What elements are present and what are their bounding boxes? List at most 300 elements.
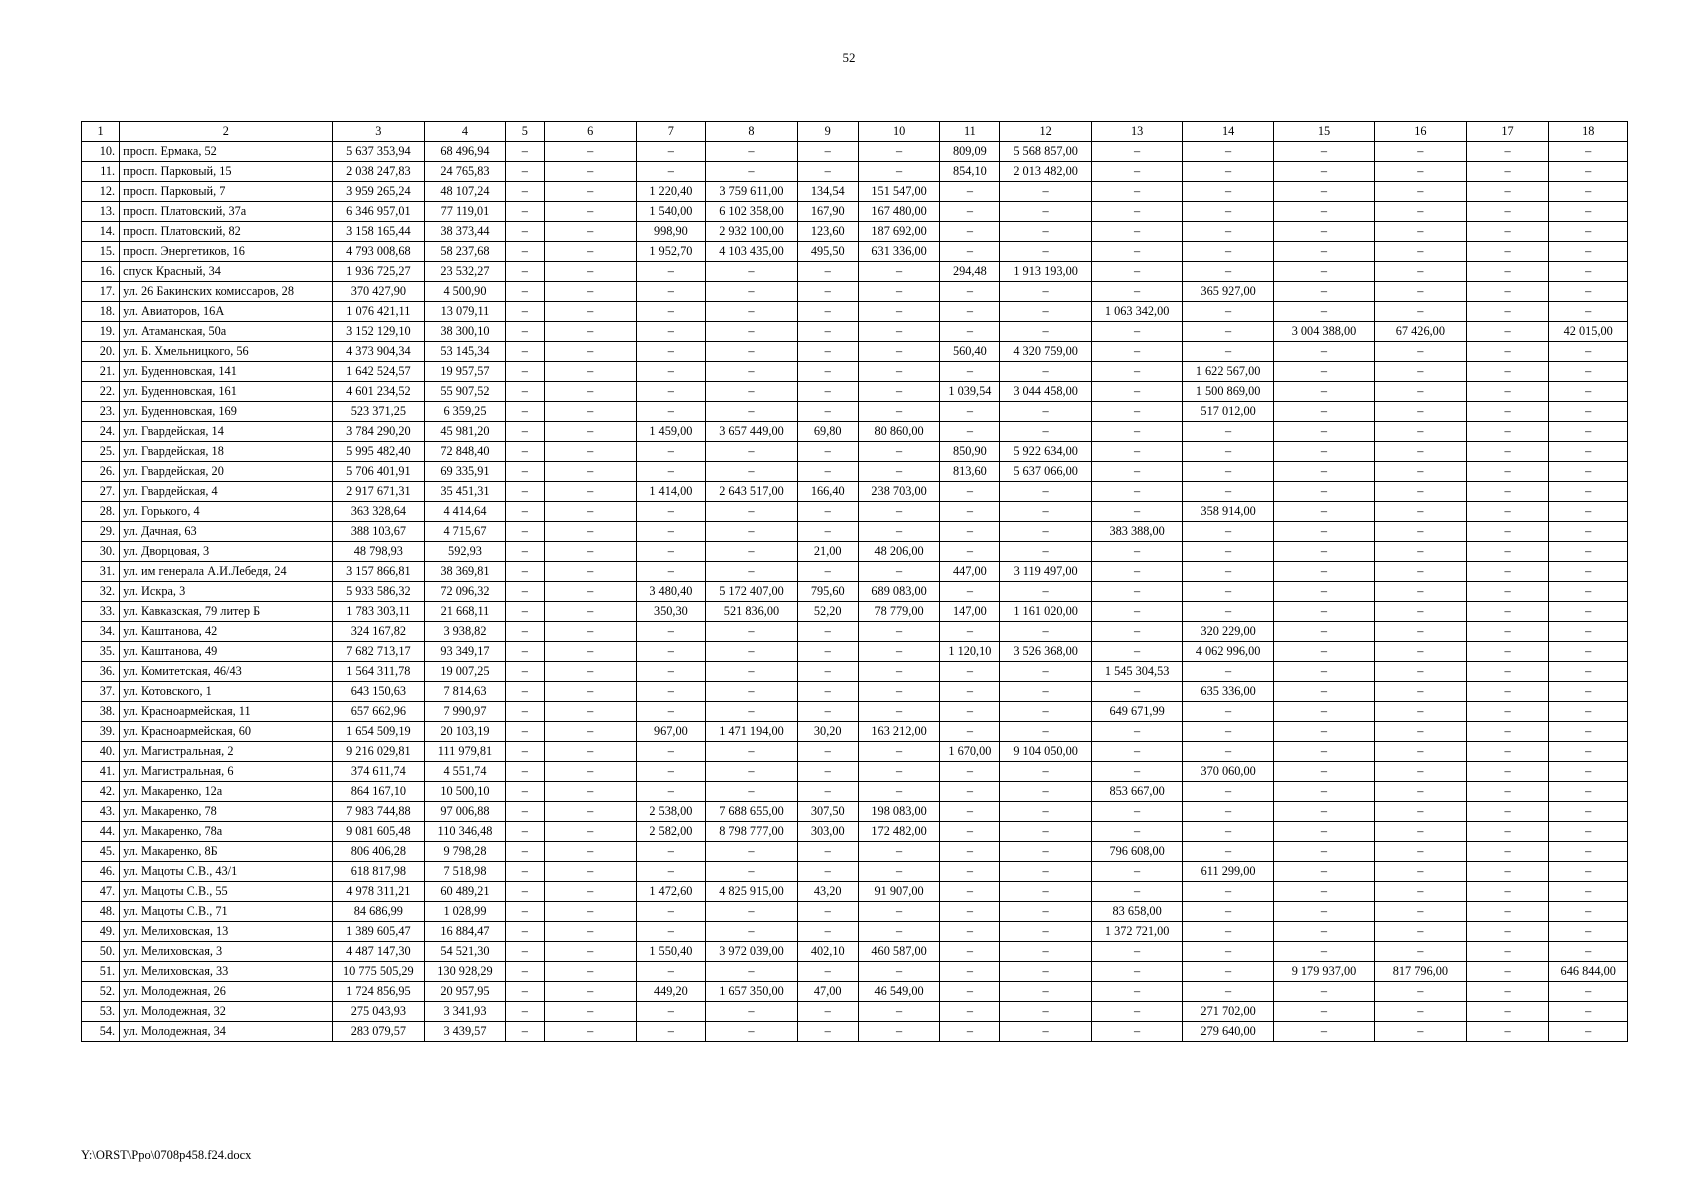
value-cell: –	[1375, 702, 1467, 722]
value-cell: –	[505, 722, 544, 742]
value-cell: –	[1466, 342, 1549, 362]
value-cell: –	[1375, 582, 1467, 602]
value-cell: –	[505, 262, 544, 282]
value-cell: –	[1375, 842, 1467, 862]
value-cell: 1 471 194,00	[706, 722, 798, 742]
value-cell: –	[1183, 922, 1273, 942]
value-cell: –	[1183, 902, 1273, 922]
row-number: 41.	[82, 762, 120, 782]
value-cell: –	[636, 162, 706, 182]
row-number: 33.	[82, 602, 120, 622]
value-cell: 2 582,00	[636, 822, 706, 842]
value-cell: –	[1091, 182, 1183, 202]
value-cell: –	[1091, 642, 1183, 662]
value-cell: –	[1273, 642, 1374, 662]
value-cell: 45 981,20	[425, 422, 506, 442]
value-cell: 16 884,47	[425, 922, 506, 942]
address-cell: ул. Котовского, 1	[120, 682, 332, 702]
value-cell: –	[544, 502, 636, 522]
value-cell: 1 414,00	[636, 482, 706, 502]
value-cell: –	[544, 902, 636, 922]
value-cell: –	[544, 682, 636, 702]
value-cell: –	[797, 322, 858, 342]
value-cell: –	[544, 242, 636, 262]
value-cell: –	[636, 642, 706, 662]
value-cell: –	[1549, 942, 1628, 962]
value-cell: 1 657 350,00	[706, 982, 798, 1002]
column-header: 7	[636, 122, 706, 142]
address-cell: ул. Авиаторов, 16А	[120, 302, 332, 322]
value-cell: –	[1466, 302, 1549, 322]
value-cell: –	[706, 622, 798, 642]
address-cell: ул. Буденновская, 141	[120, 362, 332, 382]
table-row	[82, 902, 1628, 922]
table-row	[82, 922, 1628, 942]
address-cell: ул. им генерала А.И.Лебедя, 24	[120, 562, 332, 582]
value-cell: –	[706, 442, 798, 462]
value-cell: –	[1183, 182, 1273, 202]
table-row	[82, 622, 1628, 642]
value-cell: –	[1375, 142, 1467, 162]
table-row	[82, 582, 1628, 602]
value-cell: 4 551,74	[425, 762, 506, 782]
value-cell: –	[1000, 862, 1092, 882]
value-cell: –	[1000, 822, 1092, 842]
table-row	[82, 682, 1628, 702]
value-cell: 5 637 353,94	[332, 142, 425, 162]
table-row	[82, 322, 1628, 342]
value-cell: –	[1466, 1002, 1549, 1022]
value-cell: –	[858, 362, 940, 382]
value-cell: –	[797, 922, 858, 942]
address-cell: ул. Мацоты С.В., 55	[120, 882, 332, 902]
value-cell: –	[505, 602, 544, 622]
value-cell: –	[1375, 822, 1467, 842]
value-cell: –	[706, 142, 798, 162]
address-cell: ул. Дачная, 63	[120, 522, 332, 542]
table-row	[82, 662, 1628, 682]
address-cell: ул. Мелиховская, 3	[120, 942, 332, 962]
value-cell: 1 622 567,00	[1183, 362, 1273, 382]
value-cell: –	[544, 922, 636, 942]
value-cell: –	[1549, 282, 1628, 302]
value-cell: –	[1375, 922, 1467, 942]
value-cell: –	[1273, 862, 1374, 882]
address-cell: ул. Буденновская, 161	[120, 382, 332, 402]
value-cell: –	[544, 622, 636, 642]
value-cell: 1 389 605,47	[332, 922, 425, 942]
value-cell: –	[1273, 462, 1374, 482]
value-cell: –	[1375, 722, 1467, 742]
value-cell: –	[636, 702, 706, 722]
value-cell: –	[505, 442, 544, 462]
value-cell: –	[1466, 402, 1549, 422]
value-cell: –	[1000, 542, 1092, 562]
value-cell: –	[544, 662, 636, 682]
table-row	[82, 302, 1628, 322]
value-cell: –	[1091, 402, 1183, 422]
value-cell: 24 765,83	[425, 162, 506, 182]
value-cell: –	[1183, 782, 1273, 802]
value-cell: –	[1466, 602, 1549, 622]
value-cell: –	[940, 702, 1000, 722]
value-cell: –	[1273, 902, 1374, 922]
value-cell: –	[505, 622, 544, 642]
value-cell: –	[1375, 762, 1467, 782]
value-cell: 358 914,00	[1183, 502, 1273, 522]
value-cell: –	[1000, 282, 1092, 302]
value-cell: –	[1375, 662, 1467, 682]
value-cell: –	[505, 662, 544, 682]
value-cell: 3 526 368,00	[1000, 642, 1092, 662]
value-cell: –	[1466, 682, 1549, 702]
value-cell: 9 216 029,81	[332, 742, 425, 762]
value-cell: –	[544, 942, 636, 962]
address-cell: ул. Макаренко, 8Б	[120, 842, 332, 862]
value-cell: –	[1091, 962, 1183, 982]
value-cell: –	[858, 622, 940, 642]
value-cell: 10 500,10	[425, 782, 506, 802]
value-cell: 2 932 100,00	[706, 222, 798, 242]
value-cell: –	[706, 402, 798, 422]
value-cell: –	[1091, 882, 1183, 902]
value-cell: 67 426,00	[1375, 322, 1467, 342]
value-cell: 560,40	[940, 342, 1000, 362]
value-cell: –	[505, 482, 544, 502]
value-cell: 495,50	[797, 242, 858, 262]
value-cell: 5 706 401,91	[332, 462, 425, 482]
value-cell: –	[940, 202, 1000, 222]
value-cell: –	[797, 1022, 858, 1042]
value-cell: –	[544, 702, 636, 722]
value-cell: –	[505, 942, 544, 962]
value-cell: –	[1273, 342, 1374, 362]
value-cell: –	[858, 562, 940, 582]
value-cell: 6 359,25	[425, 402, 506, 422]
address-cell: ул. Красноармейская, 60	[120, 722, 332, 742]
value-cell: –	[858, 382, 940, 402]
value-cell: –	[1466, 702, 1549, 722]
value-cell: –	[1375, 162, 1467, 182]
value-cell: –	[1091, 282, 1183, 302]
table-row	[82, 782, 1628, 802]
value-cell: 19 007,25	[425, 662, 506, 682]
value-cell: 69 335,91	[425, 462, 506, 482]
value-cell: 447,00	[940, 562, 1000, 582]
value-cell: –	[544, 342, 636, 362]
value-cell: –	[1273, 822, 1374, 842]
value-cell: 5 933 586,32	[332, 582, 425, 602]
value-cell: –	[1183, 942, 1273, 962]
value-cell: –	[1466, 962, 1549, 982]
value-cell: 4 320 759,00	[1000, 342, 1092, 362]
value-cell: –	[1273, 162, 1374, 182]
value-cell: –	[1091, 262, 1183, 282]
address-cell: ул. Искра, 3	[120, 582, 332, 602]
value-cell: –	[797, 302, 858, 322]
address-cell: ул. Каштанова, 49	[120, 642, 332, 662]
value-cell: –	[1000, 222, 1092, 242]
value-cell: –	[1375, 882, 1467, 902]
value-cell: 1 459,00	[636, 422, 706, 442]
value-cell: –	[636, 522, 706, 542]
value-cell: –	[1000, 662, 1092, 682]
value-cell: –	[1466, 422, 1549, 442]
value-cell: –	[797, 142, 858, 162]
address-cell: ул. Магистральная, 6	[120, 762, 332, 782]
value-cell: 809,09	[940, 142, 1000, 162]
value-cell: 1 472,60	[636, 882, 706, 902]
value-cell: –	[797, 162, 858, 182]
value-cell: –	[1183, 982, 1273, 1002]
address-cell: ул. Горького, 4	[120, 502, 332, 522]
value-cell: –	[706, 1002, 798, 1022]
value-cell: –	[1466, 162, 1549, 182]
value-cell: 523 371,25	[332, 402, 425, 422]
value-cell: –	[1375, 242, 1467, 262]
row-number: 13.	[82, 202, 120, 222]
value-cell: –	[1466, 642, 1549, 662]
value-cell: –	[858, 262, 940, 282]
row-number: 52.	[82, 982, 120, 1002]
value-cell: –	[636, 542, 706, 562]
value-cell: 42 015,00	[1549, 322, 1628, 342]
value-cell: –	[1375, 522, 1467, 542]
value-cell: –	[1000, 942, 1092, 962]
value-cell: 806 406,28	[332, 842, 425, 862]
value-cell: –	[706, 902, 798, 922]
value-cell: 7 688 655,00	[706, 802, 798, 822]
table-row	[82, 602, 1628, 622]
value-cell: 7 983 744,88	[332, 802, 425, 822]
value-cell: –	[1091, 142, 1183, 162]
value-cell: –	[544, 1002, 636, 1022]
value-cell: –	[1375, 342, 1467, 362]
value-cell: –	[797, 682, 858, 702]
value-cell: –	[1549, 822, 1628, 842]
value-cell: 8 798 777,00	[706, 822, 798, 842]
value-cell: 110 346,48	[425, 822, 506, 842]
row-number: 40.	[82, 742, 120, 762]
value-cell: –	[940, 182, 1000, 202]
value-cell: –	[1273, 722, 1374, 742]
value-cell: –	[1183, 422, 1273, 442]
value-cell: 38 300,10	[425, 322, 506, 342]
value-cell: –	[636, 442, 706, 462]
value-cell: 187 692,00	[858, 222, 940, 242]
value-cell: –	[1273, 742, 1374, 762]
value-cell: 69,80	[797, 422, 858, 442]
value-cell: –	[505, 1002, 544, 1022]
value-cell: –	[1183, 342, 1273, 362]
value-cell: 271 702,00	[1183, 1002, 1273, 1022]
value-cell: –	[858, 742, 940, 762]
value-cell: 283 079,57	[332, 1022, 425, 1042]
row-number: 46.	[82, 862, 120, 882]
value-cell: –	[858, 962, 940, 982]
value-cell: –	[1549, 142, 1628, 162]
table-row	[82, 1022, 1628, 1042]
value-cell: –	[1183, 542, 1273, 562]
value-cell: 363 328,64	[332, 502, 425, 522]
address-cell: ул. Молодежная, 32	[120, 1002, 332, 1022]
row-number: 53.	[82, 1002, 120, 1022]
value-cell: –	[1183, 522, 1273, 542]
value-cell: –	[1273, 522, 1374, 542]
value-cell: –	[636, 662, 706, 682]
data-table	[81, 121, 1628, 1042]
value-cell: 9 081 605,48	[332, 822, 425, 842]
value-cell: –	[505, 202, 544, 222]
value-cell: –	[1549, 1022, 1628, 1042]
page-number: 52	[842, 50, 856, 65]
value-cell: 72 848,40	[425, 442, 506, 462]
value-cell: –	[706, 382, 798, 402]
value-cell: 850,90	[940, 442, 1000, 462]
value-cell: 111 979,81	[425, 742, 506, 762]
value-cell: –	[505, 242, 544, 262]
value-cell: 853 667,00	[1091, 782, 1183, 802]
value-cell: –	[636, 682, 706, 702]
value-cell: –	[636, 282, 706, 302]
value-cell: 58 237,68	[425, 242, 506, 262]
value-cell: –	[1466, 462, 1549, 482]
value-cell: –	[1549, 442, 1628, 462]
value-cell: 238 703,00	[858, 482, 940, 502]
table-row	[82, 1002, 1628, 1022]
value-cell: –	[636, 462, 706, 482]
row-number: 50.	[82, 942, 120, 962]
value-cell: –	[505, 742, 544, 762]
value-cell: –	[940, 362, 1000, 382]
value-cell: –	[505, 542, 544, 562]
value-cell: –	[1091, 942, 1183, 962]
value-cell: 4 825 915,00	[706, 882, 798, 902]
value-cell: –	[544, 202, 636, 222]
value-cell: 592,93	[425, 542, 506, 562]
value-cell: 303,00	[797, 822, 858, 842]
value-cell: –	[1273, 242, 1374, 262]
value-cell: 1 670,00	[940, 742, 1000, 762]
value-cell: –	[797, 462, 858, 482]
value-cell: 5 568 857,00	[1000, 142, 1092, 162]
value-cell: –	[1091, 1022, 1183, 1042]
row-number: 42.	[82, 782, 120, 802]
table-row	[82, 842, 1628, 862]
column-header: 18	[1549, 122, 1628, 142]
value-cell: –	[858, 142, 940, 162]
value-cell: 1 372 721,00	[1091, 922, 1183, 942]
value-cell: –	[1183, 322, 1273, 342]
value-cell: –	[1091, 622, 1183, 642]
table-row	[82, 722, 1628, 742]
value-cell: –	[797, 442, 858, 462]
value-cell: –	[1273, 202, 1374, 222]
table-row	[82, 362, 1628, 382]
value-cell: –	[1549, 902, 1628, 922]
value-cell: –	[940, 982, 1000, 1002]
value-cell: –	[544, 722, 636, 742]
address-cell: ул. Молодежная, 26	[120, 982, 332, 1002]
value-cell: 3 784 290,20	[332, 422, 425, 442]
column-header: 10	[858, 122, 940, 142]
row-number: 37.	[82, 682, 120, 702]
value-cell: 817 796,00	[1375, 962, 1467, 982]
value-cell: 1 120,10	[940, 642, 1000, 662]
value-cell: –	[1549, 202, 1628, 222]
value-cell: –	[1375, 622, 1467, 642]
value-cell: –	[858, 862, 940, 882]
value-cell: –	[797, 742, 858, 762]
value-cell: 167 480,00	[858, 202, 940, 222]
value-cell: –	[797, 282, 858, 302]
address-cell: спуск Красный, 34	[120, 262, 332, 282]
value-cell: –	[1466, 742, 1549, 762]
value-cell: 611 299,00	[1183, 862, 1273, 882]
value-cell: –	[797, 702, 858, 722]
value-cell: –	[544, 882, 636, 902]
value-cell: –	[1549, 842, 1628, 862]
row-number: 54.	[82, 1022, 120, 1042]
value-cell: –	[505, 522, 544, 542]
table-row	[82, 762, 1628, 782]
footer-file-path: Y:\ORST\Ppo\0708p458.f24.docx	[81, 1148, 252, 1162]
value-cell: –	[1466, 442, 1549, 462]
value-cell: –	[797, 1002, 858, 1022]
value-cell: –	[1091, 162, 1183, 182]
table-row	[82, 802, 1628, 822]
value-cell: 3 158 165,44	[332, 222, 425, 242]
table-row	[82, 222, 1628, 242]
value-cell: –	[505, 162, 544, 182]
value-cell: –	[1375, 262, 1467, 282]
column-header: 2	[120, 122, 332, 142]
row-number: 21.	[82, 362, 120, 382]
value-cell: 618 817,98	[332, 862, 425, 882]
value-cell: –	[1091, 362, 1183, 382]
value-cell: –	[1183, 302, 1273, 322]
value-cell: –	[1466, 322, 1549, 342]
value-cell: –	[505, 1022, 544, 1042]
value-cell: –	[1000, 622, 1092, 642]
row-number: 24.	[82, 422, 120, 442]
address-cell: ул. Мелиховская, 33	[120, 962, 332, 982]
value-cell: –	[544, 162, 636, 182]
value-cell: 967,00	[636, 722, 706, 742]
value-cell: –	[1466, 862, 1549, 882]
value-cell: –	[1549, 762, 1628, 782]
value-cell: –	[544, 442, 636, 462]
value-cell: 4 601 234,52	[332, 382, 425, 402]
value-cell: –	[1375, 482, 1467, 502]
value-cell: –	[706, 842, 798, 862]
value-cell: –	[1549, 602, 1628, 622]
value-cell: –	[706, 702, 798, 722]
value-cell: –	[1273, 802, 1374, 822]
value-cell: –	[1183, 662, 1273, 682]
column-header: 5	[505, 122, 544, 142]
value-cell: –	[1466, 1022, 1549, 1042]
value-cell: 1 783 303,11	[332, 602, 425, 622]
value-cell: 21,00	[797, 542, 858, 562]
value-cell: –	[1549, 402, 1628, 422]
value-cell: –	[505, 642, 544, 662]
value-cell: –	[940, 222, 1000, 242]
value-cell: –	[636, 142, 706, 162]
value-cell: –	[544, 422, 636, 442]
column-header: 13	[1091, 122, 1183, 142]
table-row	[82, 202, 1628, 222]
